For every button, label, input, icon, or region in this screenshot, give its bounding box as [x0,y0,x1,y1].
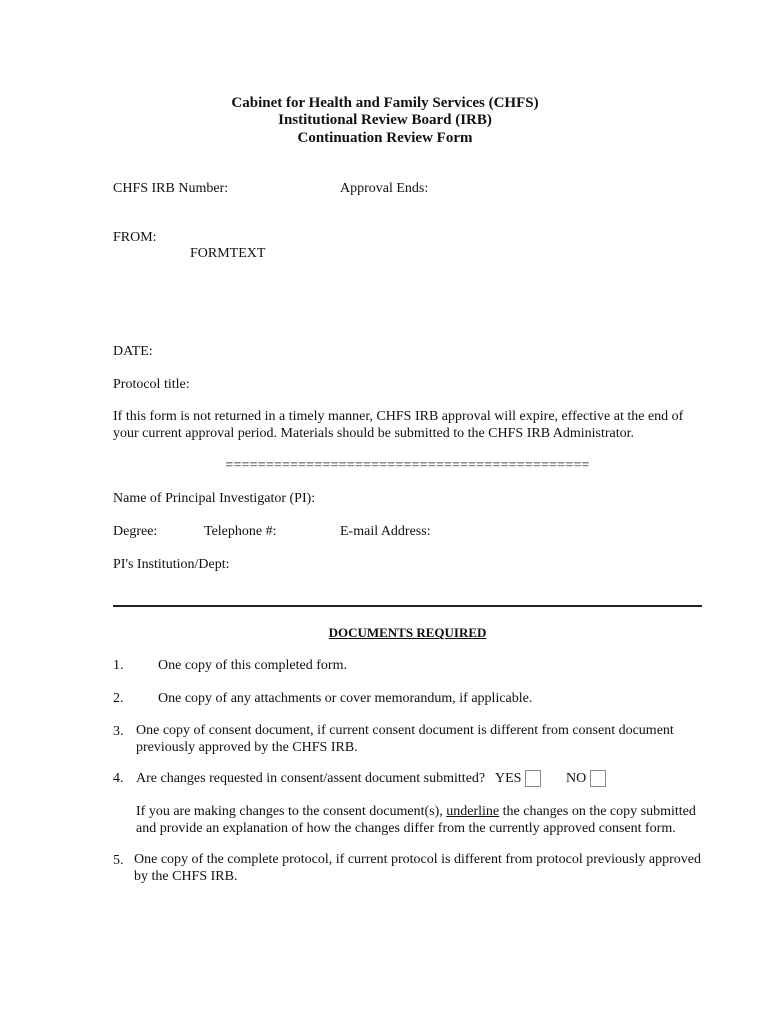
from-label: FROM: [113,230,157,245]
item4-note [136,804,701,837]
pi-institution-label: PI's Institution/Dept: [113,557,230,572]
item-number: 5. [113,853,124,868]
item4-note-text: If you are making changes to the consent document(s), [136,804,447,819]
yes-checkbox[interactable] [525,770,541,787]
protocol-title-label: Protocol title: [113,377,190,392]
header-agency: Cabinet for Health and Family Services (CHFS) [231,95,539,111]
header-board: Institutional Review Board (IRB) [278,112,492,128]
email-label: E-mail Address: [340,524,431,539]
telephone-label: Telephone #: [204,524,277,539]
item-number: 1. [113,658,124,673]
item-text: One copy of consent document, if current consent document is different from consent document previously approved by the CHFS IRB. [136,723,674,755]
pi-name-label: Name of Principal Investigator (PI): [113,491,316,506]
header-form-title: Continuation Review Form [297,130,473,146]
item4-note-emphasis: underline [446,804,500,819]
from-field[interactable]: FORMTEXT [190,246,266,261]
approval-ends-label: Approval Ends: [340,181,429,196]
date-label: DATE: [113,344,153,359]
no-checkbox[interactable] [590,770,606,787]
item4-note-text: the changes on the copy submitted and provide an explanation of how the changes differ from the currently approved consent form. [136,804,696,836]
expiration-notice: If this form is not returned in a timely manner, CHFS IRB approval will expire, effective at the end of your current approval period. Materials should be submitted to the CHFS IRB Administrator. [113,409,684,441]
irb-number-label: CHFS IRB Number: [113,181,229,196]
documents-heading: DOCUMENTS REQUIRED [328,625,487,640]
item-number: 3. [113,724,124,739]
item-text: Are changes requested in consent/assent document submitted? [136,771,486,786]
item-text: One copy of any attachments or cover memorandum, if applicable. [158,691,533,706]
item-text: One copy of the complete protocol, if current protocol is different from protocol previously approved by the CHFS IRB. [134,852,701,884]
separator-line: ============================================= [225,458,590,473]
degree-label: Degree: [113,524,158,539]
section-divider [113,605,702,607]
item-number: 4. [113,771,124,786]
item-number: 2. [113,691,124,706]
item-text: One copy of this completed form. [158,658,347,673]
yes-label: YES [495,771,522,786]
no-label: NO [566,771,587,786]
